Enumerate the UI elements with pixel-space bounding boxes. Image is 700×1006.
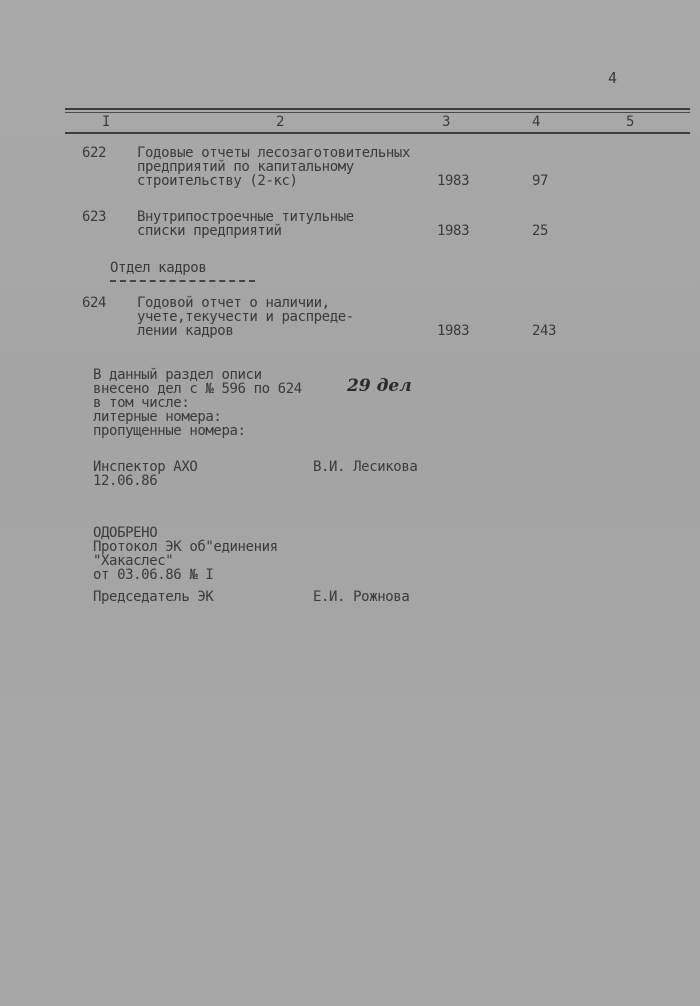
- row-623-year: 1983: [437, 223, 470, 239]
- section-title-underline: [110, 280, 255, 282]
- chairman-title: Председатель ЭК: [93, 589, 214, 605]
- summary-line-5: пропущенные номера:: [93, 423, 246, 439]
- column-header-2: 2: [276, 114, 285, 130]
- approval-line-3: "Хакаслес": [93, 553, 174, 569]
- row-624-desc-line-3: лении кадров: [137, 323, 234, 339]
- table-top-rule-2: [65, 112, 690, 113]
- row-622-desc-line-2: предприятий по капитальному: [137, 159, 354, 175]
- handwritten-count: 29 дел: [347, 376, 412, 396]
- row-622-desc-line-1: Годовые отчеты лесозаготовительных: [137, 145, 410, 161]
- inspector-title: Инспектор АХО: [93, 459, 198, 475]
- approval-line-4: от 03.06.86 № I: [93, 567, 214, 583]
- summary-line-2: внесено дел с № 596 по 624: [93, 381, 302, 397]
- section-title: Отдел кадров: [110, 260, 207, 276]
- row-623-number: 623: [82, 209, 107, 225]
- row-624-desc-line-1: Годовой отчет о наличии,: [137, 295, 330, 311]
- table-header-rule: [65, 132, 690, 134]
- approval-line-1: ОДОБРЕНО: [93, 525, 158, 541]
- column-header-4: 4: [532, 114, 541, 130]
- row-622-number: 622: [82, 145, 107, 161]
- row-624-number: 624: [82, 295, 107, 311]
- column-header-3: 3: [442, 114, 451, 130]
- column-header-1: I: [102, 114, 111, 130]
- page-number: 4: [608, 69, 617, 87]
- row-624-qty: 243: [532, 323, 557, 339]
- inspector-date: 12.06.86: [93, 473, 158, 489]
- summary-line-1: В данный раздел описи: [93, 367, 262, 383]
- summary-line-4: литерные номера:: [93, 409, 222, 425]
- table-top-rule: [65, 108, 690, 110]
- row-622-qty: 97: [532, 173, 549, 189]
- row-623-qty: 25: [532, 223, 549, 239]
- inspector-name: В.И. Лесикова: [313, 459, 418, 475]
- chairman-name: Е.И. Рожнова: [313, 589, 410, 605]
- approval-line-2: Протокол ЭК об"единения: [93, 539, 278, 555]
- row-622-year: 1983: [437, 173, 470, 189]
- row-622-desc-line-3: строительству (2-кс): [137, 173, 298, 189]
- row-623-desc-line-2: списки предприятий: [137, 223, 282, 239]
- column-header-5: 5: [626, 114, 635, 130]
- row-623-desc-line-1: Внутрипостроечные титульные: [137, 209, 354, 225]
- summary-line-3: в том числе:: [93, 395, 190, 411]
- row-624-year: 1983: [437, 323, 470, 339]
- row-624-desc-line-2: учете,текучести и распреде-: [137, 309, 354, 325]
